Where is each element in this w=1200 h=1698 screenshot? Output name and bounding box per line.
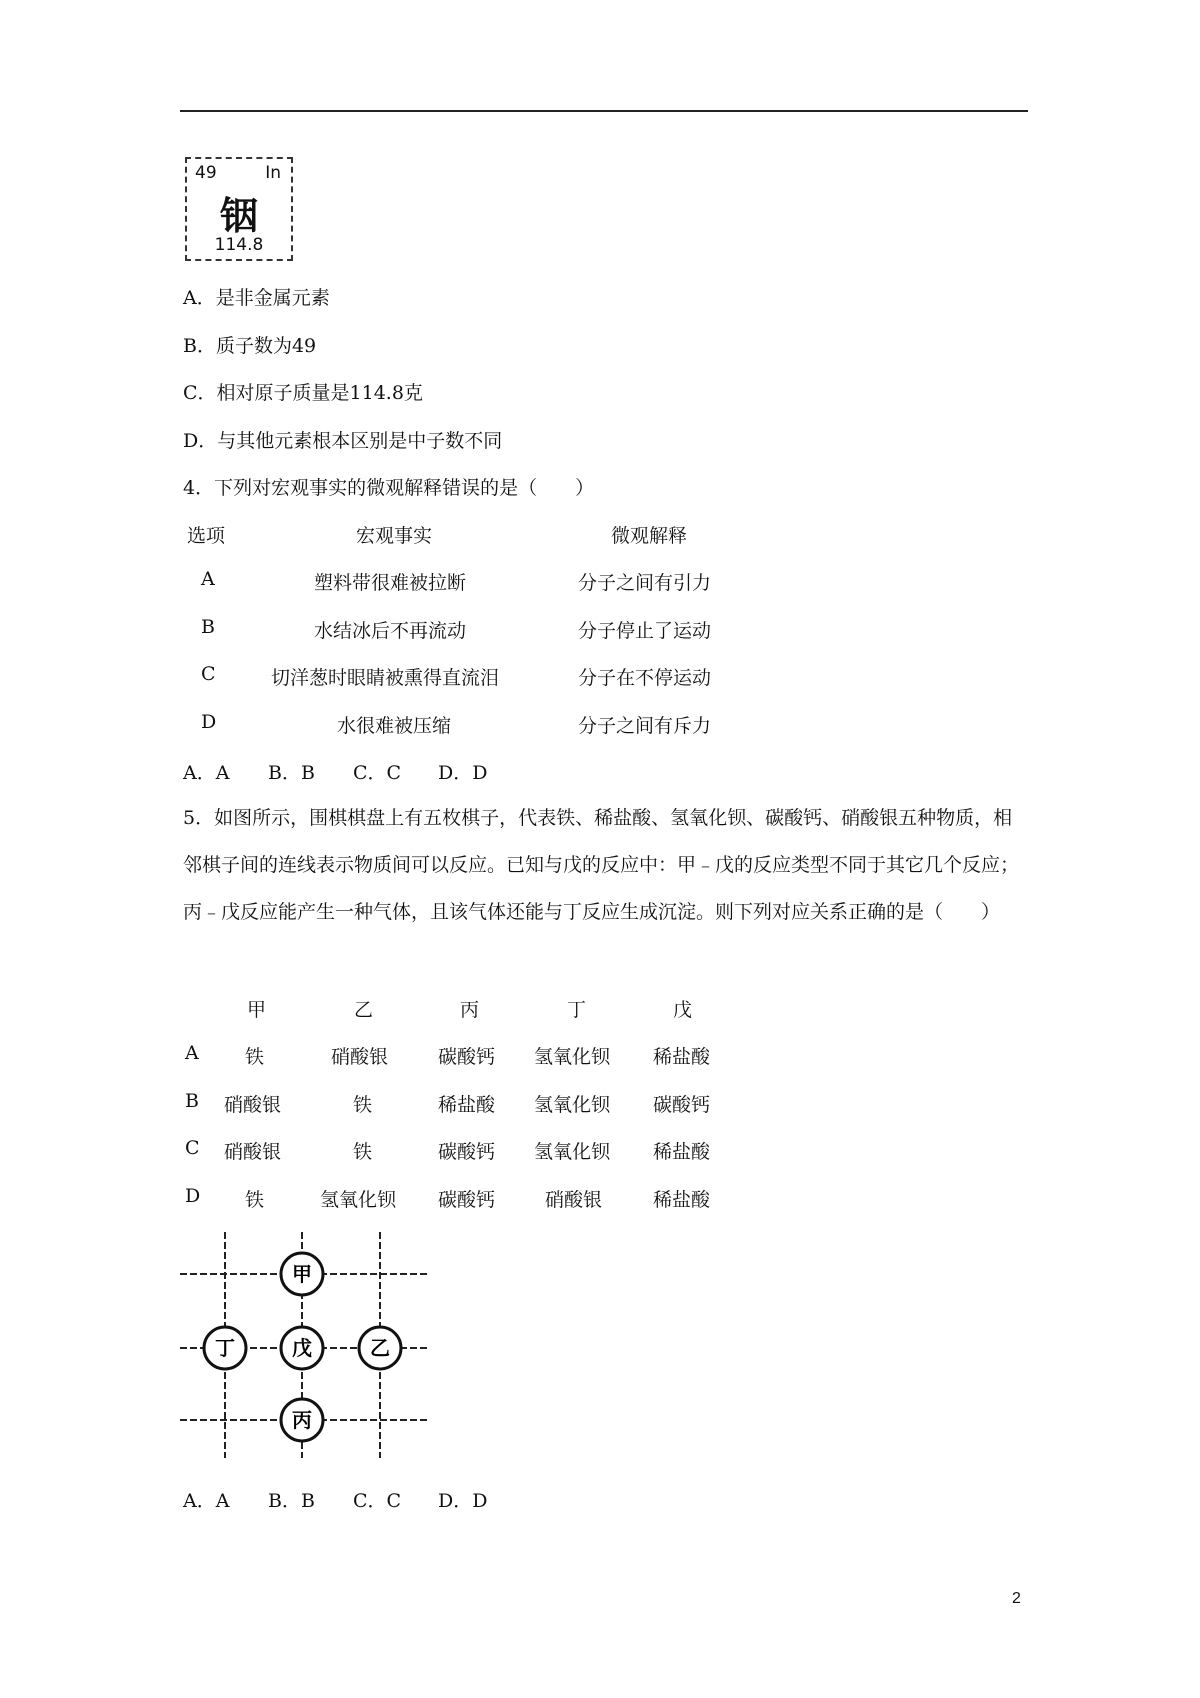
q4-stem: 4．下列对宏观事实的微观解释错误的是（ ） [183,477,595,499]
q5-cell: 硝酸银 [224,1094,282,1116]
q4-row-explain: 分子之间有斥力 [578,715,712,737]
stone-yi [359,1327,401,1369]
q5-row-opt: D [185,1185,201,1207]
q5-cell: 铁 [353,1141,373,1163]
q5-cell: 硝酸银 [224,1141,282,1163]
q4-row-fact: 水结冰后不再流动 [314,620,467,642]
q5-cell: 稀盐酸 [438,1094,496,1116]
q5-cell: 氢氧化钡 [320,1189,397,1211]
q3-option-d: D．与其他元素根本区别是中子数不同 [183,430,503,452]
q5-cell: 铁 [245,1046,265,1068]
q4-row-fact: 塑料带很难被拉断 [314,572,467,594]
stone-jia [281,1253,323,1295]
q4-answer-d: D．D [438,762,488,784]
q3-option-a: A．是非金属元素 [183,287,330,309]
q4-row-opt: B [201,616,215,638]
q4-header-option: 选项 [187,525,226,547]
q5-header: 戊 [673,999,693,1021]
q4-row-opt: A [201,568,215,590]
q5-cell: 氢氧化钡 [534,1141,611,1163]
q4-row-explain: 分子在不停运动 [578,667,712,689]
q4-header-explain: 微观解释 [611,525,688,547]
q5-header: 乙 [354,999,374,1021]
page-number: 2 [1012,1590,1021,1607]
q5-header: 甲 [247,999,267,1021]
stone-label: 戊 [292,1336,312,1360]
q5-cell: 氢氧化钡 [534,1094,611,1116]
q4-row-fact: 切洋葱时眼睛被熏得直流泪 [271,667,500,689]
stone-bing [281,1399,323,1441]
q4-row-explain: 分子之间有引力 [578,572,712,594]
q4-answer-c: C．C [353,762,402,784]
q4-header-fact: 宏观事实 [356,525,433,547]
stone-wu [281,1327,323,1369]
q4-row-explain: 分子停止了运动 [578,620,712,642]
q5-row-opt: B [185,1090,199,1112]
stone-label: 甲 [292,1262,312,1286]
q5-cell: 碳酸钙 [438,1141,496,1163]
element-symbol: In [265,163,281,183]
q5-cell: 碳酸钙 [438,1046,496,1068]
header-rule [180,110,1028,112]
stone-ding [204,1327,246,1369]
atomic-number: 49 [195,163,217,183]
q5-row-opt: A [185,1042,199,1064]
q4-row-opt: D [201,711,217,733]
q5-cell: 氢氧化钡 [534,1046,611,1068]
q4-row-fact: 水很难被压缩 [337,715,452,737]
stone-label: 乙 [370,1336,390,1360]
q5-cell: 铁 [245,1189,265,1211]
q3-option-c: C．相对原子质量是114.8克 [183,382,423,404]
q5-cell: 铁 [353,1094,373,1116]
q5-cell: 碳酸钙 [653,1094,711,1116]
q5-header: 丙 [460,999,480,1021]
atomic-mass: 114.8 [214,235,264,255]
stone-label: 丁 [215,1336,235,1360]
q5-header: 丁 [567,999,587,1021]
q4-answer-a: A．A [183,762,230,784]
element-name: 铟 [219,194,258,238]
q5-cell: 稀盐酸 [653,1141,711,1163]
q5-cell: 稀盐酸 [653,1046,711,1068]
q5-stem: 5．如图所示，围棋棋盘上有五枚棋子，代表铁、稀盐酸、氢氧化钡、碳酸钙、硝酸银五种物质，相邻棋子间的连线表示物质间可以反应。已知与戊的反应中：甲﹣戊的反应类型不同于其它几个反应；丙﹣戊反应能产生一种气体，且该气体还能与丁反应生成沉淀。则下列对应关系正确的是（ ） [183,807,1020,923]
q4-answer-b: B．B [268,762,315,784]
q5-answer-c: C．C [353,1490,402,1512]
q3-option-b: B．质子数为49 [183,335,317,357]
q5-cell: 硝酸银 [545,1189,603,1211]
q5-answer-b: B．B [268,1490,315,1512]
q4-row-opt: C [201,663,216,685]
q5-cell: 硝酸银 [331,1046,389,1068]
go-board-figure [180,1232,440,1462]
periodic-element-card [185,157,293,261]
q5-cell: 碳酸钙 [438,1189,496,1211]
q5-answer-a: A．A [183,1490,230,1512]
q5-cell: 稀盐酸 [653,1189,711,1211]
q5-answer-d: D．D [438,1490,488,1512]
q5-row-opt: C [185,1137,200,1159]
stone-label: 丙 [292,1408,312,1432]
